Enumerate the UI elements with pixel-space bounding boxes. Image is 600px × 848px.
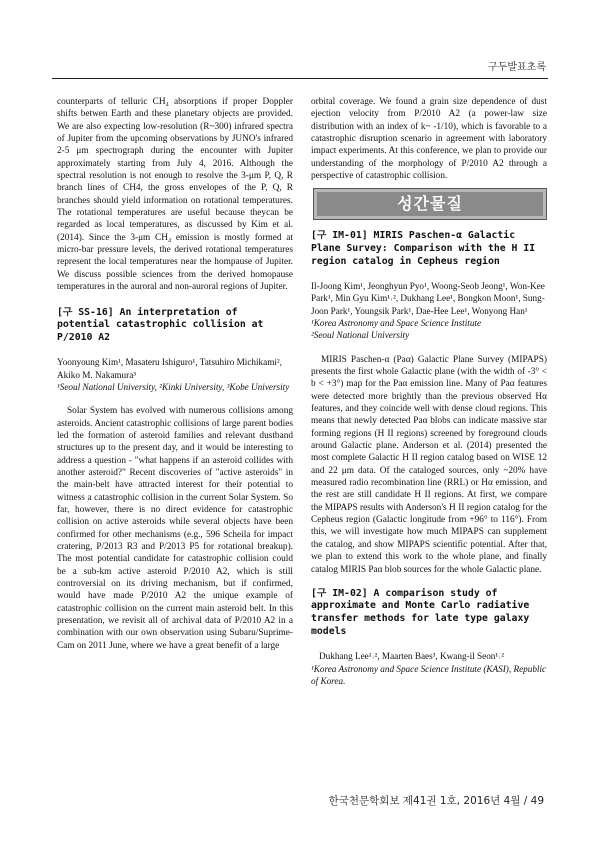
right-column	[311, 96, 547, 687]
section-title: 성간물질	[397, 194, 463, 214]
abstract-title-ss16: [구 SS-16] An interpretation of potential catastrophic collision at P/2010 A2	[57, 306, 264, 343]
header-rule	[52, 78, 548, 79]
authors-ss16: Yoonyoung Kim¹, Masateru Ishiguro¹, Tatsuhiro Michikami², Akiko M. Nakamura³	[57, 357, 282, 380]
abstract-body-im01: MIRIS Paschen-α (Paα) Galactic Plane Survey (MIPAPS) presents the first whole Galactic plane (with the width of -3° < b < +3°) map for the Paα emission line. Many of Paα features were detected more brightly than the previous observed Hα features, and they coincide well with dense cloud regions. This means that newly detected Paα blobs can indicate massive star forming regions (H II regions) screened by foreground clouds around Galactic plane. Anderson et al. (2014) presented the most complete Galactic H II region catalog based on WISE 12 and 22 μm data. Of the cataloged sources, only ~20% have measured radio recombination line (RRL) or Hα emission, and the rest are still candidate H II regions. At first, we compare the MIPAPS results with Anderson's H II region catalog for the Cepheus region (Galactic longitude from +96° to 116°). From this, we will investigate how much MIPAPS can supplement the catalog, and show MIPAPS scientific potential. After that, we plan to extend this work to the whole plane, and finally catalog MIRIS Paα blob sources for the whole Galactic plane.	[311, 354, 547, 575]
left-continuation-text: counterparts of telluric CH₄ absorptions if proper Doppler shifts betwen Earth and these planetary objects are provided. We are also expecting low-resolution (R~300) infrared spectra of Jupiter from the upcoming observations by JUNO's infrared 2-5 μm spectrograph during the encounter with Jupiter approximately starting from July 4, 2016. Although the spectral resolution is not enough to resolve the 3-μm P, Q, R branch lines of CH4, the gross envelopes of the P, Q, R branches should yield information on rotational temperatures. The rotational temperatures are useful because theycan be regarded as local temperatures, as discussed by Kim et al. (2014). Since the 3-μm CH₄ emission is mostly formed at micro-bar pressure levels, the derived rotational temperatures represent the local temperatures near the hompause of Jupiter. We discuss possible sciences from the derived homopause temperatures in the auroral and non-auroral regions of Jupiter.	[57, 97, 293, 293]
affiliation-1-im01: ¹Korea Astronomy and Space Science Institute	[311, 318, 482, 329]
authors-im01: Il-Joong Kim¹, Jeonghyun Pyo¹, Woong-Seob Jeong¹, Won-Kee Park¹, Min Gyu Kim¹˒², Dukhang Lee¹, Bongkon Moon¹, Sung-Joon Park¹, Youngsik Park¹, Dae-Hee Lee¹, Wonyong Han¹	[311, 281, 545, 316]
authors-im02: Dukhang Lee¹˒², Maarten Baes³, Kwang-il Seon¹˒²	[319, 651, 504, 662]
section-title-bar	[313, 188, 547, 220]
right-continuation-text: orbital coverage. We found a grain size dependence of dust ejection velocity from P/2010 A2 (a power-law size distribution with an index of k~ -1/10), which is favorable to a catastrophic disruption scenario in agreement with laboratory impact experiments. At this conference, we plan to provide our understanding of the morphology of P/2010 A2 through a perspective of catastrophic collision.	[311, 97, 547, 182]
page-footer: 한국천문학회보 제41권 1호, 2016년 4월 / 49	[328, 795, 544, 807]
affiliations-ss16: ¹Seoul National University, ²Kinki University, ³Kobe University	[57, 381, 290, 392]
affiliations-im02: ¹Korea Astronomy and Space Science Institute (KASI), Republic of Korea.	[311, 663, 547, 686]
abstract-title-im01: [구 IM-01] MIRIS Paschen-α Galactic Plane Survey: Comparison with the H II region catalog in Cepheus region	[311, 230, 536, 267]
affiliation-2-im01: ²Seoul National University	[311, 330, 410, 341]
abstract-body-ss16: Solar System has evolved with numerous collisions among asteroids. Ancient catastrophic collisions of large parent bodies led the formation of asteroid families and relevant dustband structures up to the present day, and it would be interesting to address a question - "what happens if an asteroid collides with another asteroid?" Recent discoveries of "active asteroids" in the main-belt have attracted interest for their potential to witness a catastrophic collision in the current Solar System. So far, however, there is no direct evidence for catastrophic collision on active asteroids while several objects have been confirmed for other mechanisms (e.g., 596 Scheila for impact cratering, P/2013 R3 and P/2013 P5 for rotational breakup). The most potential candidate for catastrophic collision could be a sub-km active asteroid P/2010 A2, which is still controversial on its driving mechanism, but if confirmed, would have made P/2010 A2 the unique example of catastrophic collision on the current main asteroid belt. In this presentation, we revisit all of archival data of P/2010 A2 in a combination with our own observation using Subaru/Suprime-Cam on 2011 June, where we have a great benefit of a large	[57, 406, 293, 651]
left-column	[57, 96, 293, 652]
section-header-tag: 구두발표초록	[488, 62, 546, 73]
abstract-title-im02: [구 IM-02] A comparison study of approximate and Monte Carlo radiative transfer methods for late type galaxy models	[311, 587, 530, 637]
